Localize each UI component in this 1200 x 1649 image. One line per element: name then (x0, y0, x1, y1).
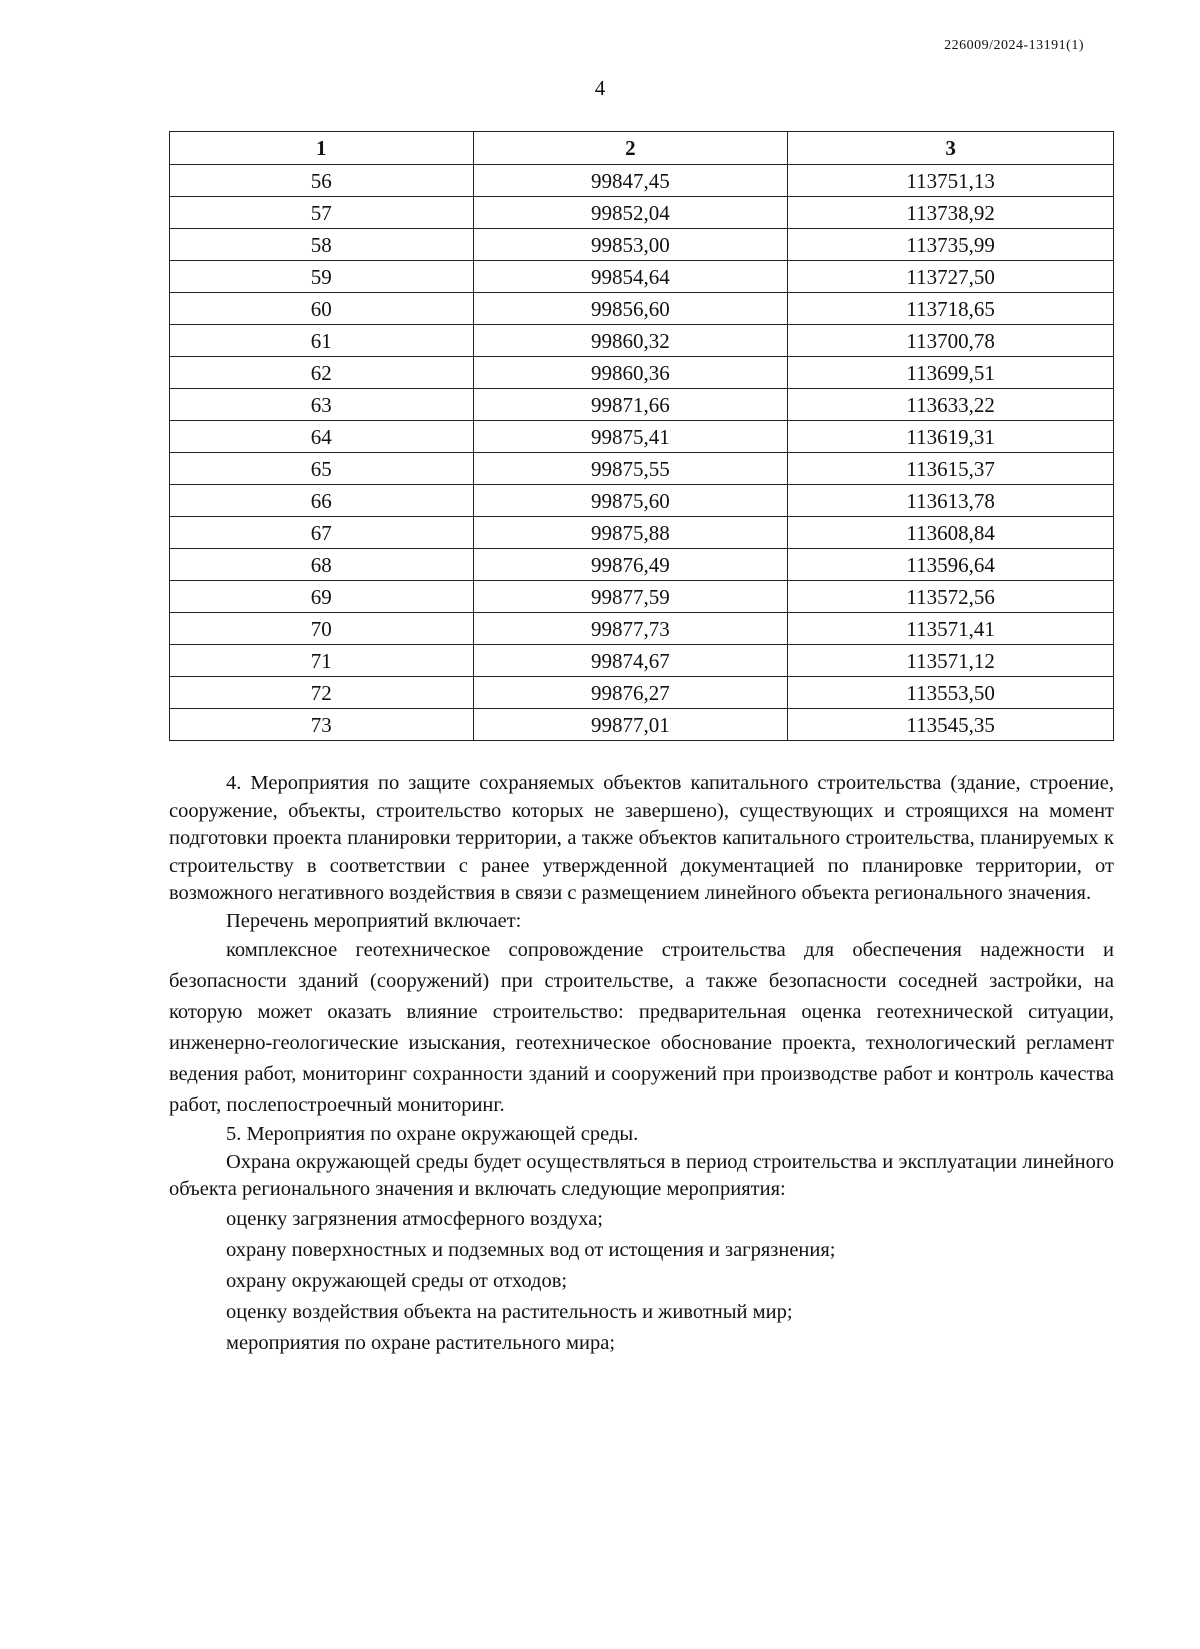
table-row (170, 485, 1114, 517)
document-body (169, 770, 1114, 1359)
measure-item: оценку загрязнения атмосферного воздуха; (226, 1207, 603, 1230)
table-cell: 113608,84 (788, 517, 1114, 549)
table-cell: 99847,45 (473, 165, 788, 197)
table-row (170, 613, 1114, 645)
column-header: 1 (170, 132, 474, 165)
table-cell: 113596,64 (788, 549, 1114, 581)
table-cell: 99877,73 (473, 613, 788, 645)
measures-list (169, 1204, 1114, 1359)
table-cell: 113615,37 (788, 453, 1114, 485)
table-row (170, 581, 1114, 613)
table-cell: 99856,60 (473, 293, 788, 325)
table-cell: 58 (170, 229, 474, 261)
table-cell: 69 (170, 581, 474, 613)
table-cell: 72 (170, 677, 474, 709)
table-cell: 113738,92 (788, 197, 1114, 229)
table-cell: 113553,50 (788, 677, 1114, 709)
table-row (170, 549, 1114, 581)
table-cell: 99876,49 (473, 549, 788, 581)
measure-item: охрану окружающей среды от отходов; (226, 1269, 568, 1292)
table-cell: 99853,00 (473, 229, 788, 261)
table-cell: 113727,50 (788, 261, 1114, 293)
column-header: 3 (788, 132, 1114, 165)
table-row (170, 293, 1114, 325)
table-cell: 56 (170, 165, 474, 197)
table-body (170, 165, 1114, 741)
table-cell: 99876,27 (473, 677, 788, 709)
table-cell: 99871,66 (473, 389, 788, 421)
table-cell: 57 (170, 197, 474, 229)
table-row (170, 453, 1114, 485)
table-cell: 113619,31 (788, 421, 1114, 453)
coordinates-table (169, 131, 1114, 741)
table-cell: 99875,88 (473, 517, 788, 549)
page-number: 4 (594, 76, 606, 100)
table-cell: 62 (170, 357, 474, 389)
table-row (170, 645, 1114, 677)
table-cell: 99874,67 (473, 645, 788, 677)
table-cell: 99875,60 (473, 485, 788, 517)
table-row (170, 165, 1114, 197)
table-row (170, 229, 1114, 261)
table-row (170, 709, 1114, 741)
table-row (170, 517, 1114, 549)
table-cell: 113613,78 (788, 485, 1114, 517)
table-row (170, 325, 1114, 357)
table-cell: 71 (170, 645, 474, 677)
table-cell: 99875,55 (473, 453, 788, 485)
table-cell: 113571,12 (788, 645, 1114, 677)
table-cell: 113633,22 (788, 389, 1114, 421)
table-row (170, 677, 1114, 709)
table-row (170, 389, 1114, 421)
table-cell: 59 (170, 261, 474, 293)
section-5-paragraph: Охрана окружающей среды будет осуществляться в период строительства и эксплуатации линейного объекта регионального значения и включать следующие мероприятия: (169, 1150, 1114, 1200)
document-id: 226009/2024-13191(1) (944, 38, 1084, 53)
table-cell: 68 (170, 549, 474, 581)
table-row (170, 357, 1114, 389)
section-4-paragraph: 4. Мероприятия по защите сохраняемых объектов капитального строительства (здание, строение, сооружение, объекты, строительство которых не завершено), существующих и строящихся на момент подготовки проекта планировки территории, а также объектов капитального строительства, планируемых к строительству в соответствии с ранее утвержденной документацией по планировке территории, от возможного негативного воздействия в связи с размещением линейного объекта регионального значения. (169, 772, 1114, 904)
table-row (170, 197, 1114, 229)
measure-item: охрану поверхностных и подземных вод от истощения и загрязнения; (226, 1238, 836, 1261)
table-cell: 65 (170, 453, 474, 485)
table-cell: 73 (170, 709, 474, 741)
table-cell: 99860,36 (473, 357, 788, 389)
list-intro: Перечень мероприятий включает: (226, 909, 522, 932)
table-cell: 113751,13 (788, 165, 1114, 197)
table-cell: 63 (170, 389, 474, 421)
table-cell: 64 (170, 421, 474, 453)
measure-item: оценку воздействия объекта на растительность и животный мир; (226, 1300, 793, 1323)
section-5-title: 5. Мероприятия по охране окружающей среды. (226, 1123, 639, 1145)
table-header-row (170, 132, 1114, 165)
table-cell: 66 (170, 485, 474, 517)
table-cell: 113571,41 (788, 613, 1114, 645)
table-cell: 61 (170, 325, 474, 357)
geotechnical-paragraph: комплексное геотехническое сопровождение строительства для обеспечения надежности и безопасности зданий (сооружений) при строительстве, а также безопасности соседней застройки, на которую может оказать влияние строительство: предварительная оценка геотехнической ситуации, инженерно-геологические изыскания, геотехническое обоснование проекта, технологический регламент ведения работ, мониторинг сохранности зданий и сооружений при производстве работ и контроль качества работ, послепостроечный мониторинг. (169, 939, 1114, 1116)
table-cell: 113735,99 (788, 229, 1114, 261)
table-cell: 67 (170, 517, 474, 549)
table-cell: 113572,56 (788, 581, 1114, 613)
table-cell: 113718,65 (788, 293, 1114, 325)
table-cell: 113545,35 (788, 709, 1114, 741)
table-cell: 99854,64 (473, 261, 788, 293)
table-row (170, 421, 1114, 453)
table-cell: 99877,59 (473, 581, 788, 613)
table-cell: 60 (170, 293, 474, 325)
table-cell: 99860,32 (473, 325, 788, 357)
table-row (170, 261, 1114, 293)
table-cell: 99877,01 (473, 709, 788, 741)
table-cell: 99875,41 (473, 421, 788, 453)
table-cell: 113700,78 (788, 325, 1114, 357)
table-cell: 99852,04 (473, 197, 788, 229)
table-cell: 70 (170, 613, 474, 645)
table-cell: 113699,51 (788, 357, 1114, 389)
column-header: 2 (473, 132, 788, 165)
measure-item: мероприятия по охране растительного мира; (226, 1331, 616, 1354)
